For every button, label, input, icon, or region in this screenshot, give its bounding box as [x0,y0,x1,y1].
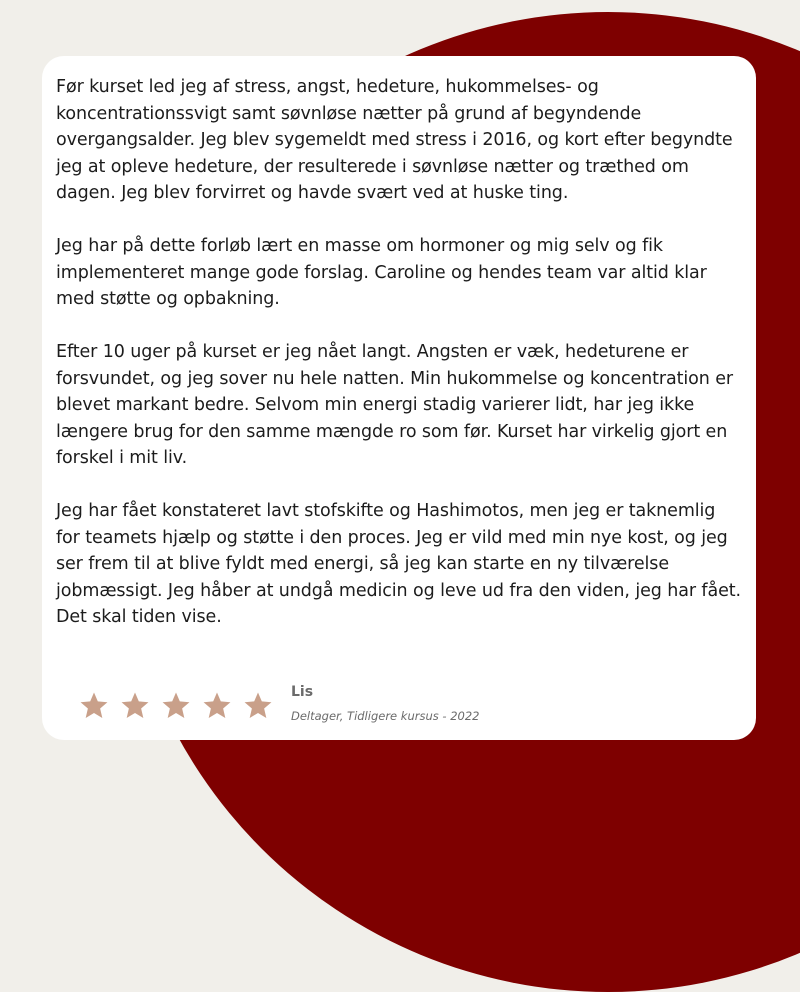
rating-row [79,683,479,723]
testimonial-card [42,56,756,740]
star-icon [120,691,150,721]
reviewer-name: Lis [291,684,314,700]
testimonial-paragraph-1: Før kurset led jeg af stress, angst, hedeture, hukommelses- og koncentrationssvigt samt søvnløse nætter på grund af begyndende overgangsalder. Jeg blev sygemeldt med stress i 2016, og kort efter begyndte jeg at opleve hedeture, der resulterede i søvnløse nætter og træthed om dagen. Jeg blev forvirret og havde svært ved at huske ting. [56,77,733,203]
star-icon [161,691,191,721]
reviewer-info [291,683,479,723]
testimonial-paragraph-2: Jeg har på dette forløb lært en masse om hormoner og mig selv og fik implementeret mange gode forslag. Caroline og hendes team var altid klar med støtte og opbakning. [56,236,707,309]
testimonial-paragraph-4: Jeg har fået konstateret lavt stofskifte og Hashimotos, men jeg er taknemlig for teamets hjælp og støtte i den proces. Jeg er vild med min nye kost, og jeg ser frem til at blive fyldt med energi, så jeg kan starte en ny tilværelse jobmæssigt. Jeg håber at undgå medicin og leve ud fra den viden, jeg har fået. Det skal tiden vise. [56,501,741,627]
star-icon [79,691,109,721]
testimonial-paragraph-3: Efter 10 uger på kurset er jeg nået langt. Angsten er væk, hedeturene er forsvundet, og jeg sover nu hele natten. Min hukommelse og koncentration er blevet markant bedre. Selvom min energi stadig varierer lidt, har jeg ikke længere brug for den samme mængde ro som før. Kurset har virkelig gjort en forskel i mit liv. [56,342,733,468]
reviewer-meta: Deltager, Tidligere kursus - 2022 [291,709,480,723]
star-icon [243,691,273,721]
testimonial-text [56,74,742,631]
star-rating [79,691,284,721]
star-icon [202,691,232,721]
